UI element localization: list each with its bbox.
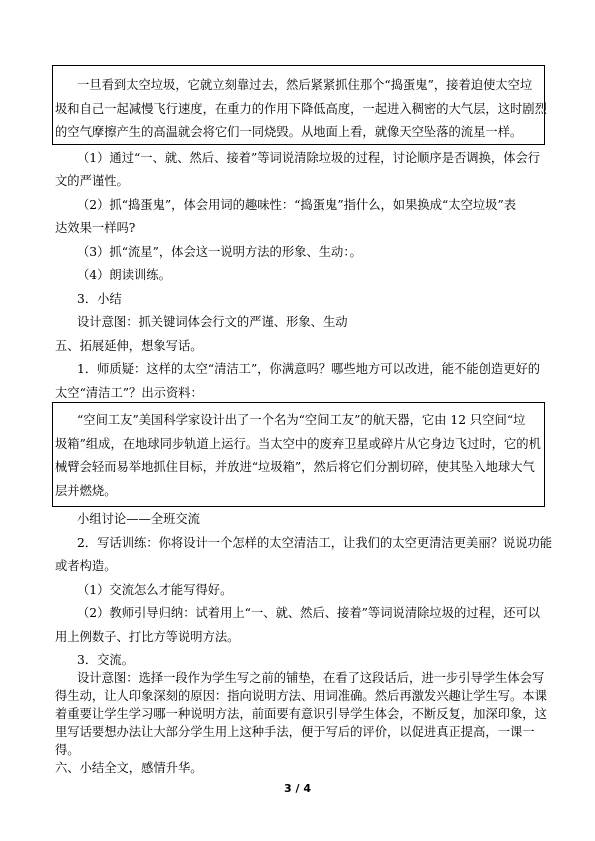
list1-line-10: 1．师质疑：这样的太空“清洁工”，你满意吗？哪些地方可以改进，能不能创造更好的 xyxy=(77,362,541,376)
list2-line-6: 用上例数子、打比方等说明方法。 xyxy=(55,630,240,644)
list1-line-2: 文的严谨性。 xyxy=(55,174,129,188)
list2-line-4: （1）交流怎么才能写得好。 xyxy=(77,583,233,597)
quote2-line-2: 圾箱”组成，在地球同步轨道上运行。当太空中的废弃卫星或碎片从它身边飞过时，它的机 xyxy=(55,437,541,451)
list2-line-9: 得生动，让人印象深刻的原因：指向说明方法、用词准确。然后再激发兴趣让学生写。本课 xyxy=(55,689,547,703)
quote1-line-2: 圾和自己一起减慢飞行速度，在重力的作用下降低高度，一起进入稠密的大气层，这时剧烈 xyxy=(55,102,547,116)
list2-line-8: 设计意图：选择一段作为学生写之前的铺垫，在看了这段话后，进一步引导学生体会写 xyxy=(77,671,545,685)
list2-line-1: 小组讨论——全班交流 xyxy=(77,512,200,526)
list2-line-11: 里写话要想办法让大部分学生用上这种手法，便于写后的评价，以促进真正提高，一课一 xyxy=(55,725,535,739)
list1-line-3: （2）抓“捣蛋鬼”，体会用词的趣味性：“捣蛋鬼”指什么，如果换成“太空垃圾”表 xyxy=(77,198,517,212)
list1-line-4: 达效果一样吗? xyxy=(55,221,136,235)
list1-line-8: 设计意图：抓关键词体会行文的严谨、形象、生动 xyxy=(77,315,348,329)
list1-line-1: （1）通过“一、就、然后、接着”等词说清除垃圾的过程，讨论顺序是否调换，体会行 xyxy=(77,151,541,165)
list2-line-13: 六、小结全文，感情升华。 xyxy=(55,761,203,775)
list2-line-2: 2．写话训练：你将设计一个怎样的太空清洁工，让我们的太空更清洁更美丽？说说功能 xyxy=(77,536,553,550)
list2-line-3: 或者构造。 xyxy=(55,559,117,573)
quote1-line-3: 的空气摩擦产生的高温就会将它们一同烧毁。从地面上看，就像天空坠落的流星一样。 xyxy=(55,125,523,139)
list2-line-5: （2）教师引导归纳：试着用上“一、就、然后、接着”等词说清除垃圾的过程，还可以 xyxy=(77,606,541,620)
list2-line-12: 得。 xyxy=(55,743,80,757)
list1-line-11: 太空“清洁工”？出示资料： xyxy=(55,386,203,400)
list1-line-5: （3）抓“流星”，体会这一说明方法的形象、生动：。 xyxy=(77,245,362,259)
list1-line-7: 3．小结 xyxy=(77,292,122,306)
list2-line-10: 着重要让学生学习哪一种说明方法，前面要有意识引导学生体会，不断反复，加深印象，这 xyxy=(55,707,547,721)
quote1-line-1: 一旦看到太空垃圾，它就立刻靠过去，然后紧紧抓住那个“捣蛋鬼”，接着迫使太空垃 xyxy=(77,78,533,92)
quote2-line-4: 层并燃烧。 xyxy=(55,484,117,498)
list1-line-6: （4）朗读训练。 xyxy=(77,268,171,282)
quote2-line-1: “空间工友”美国科学家设计出了一个名为“空间工友”的航天器，它由 12 只空间“垃 xyxy=(77,413,526,427)
page-number: 3 / 4 xyxy=(284,782,311,795)
list1-line-9: 五、拓展延伸，想象写话。 xyxy=(55,339,203,353)
list2-line-7: 3．交流。 xyxy=(77,653,135,667)
quote2-line-3: 械臂会轻而易举地抓住目标，并放进“垃圾箱”，然后将它们分割切碎，使其坠入地球大气 xyxy=(55,460,535,474)
